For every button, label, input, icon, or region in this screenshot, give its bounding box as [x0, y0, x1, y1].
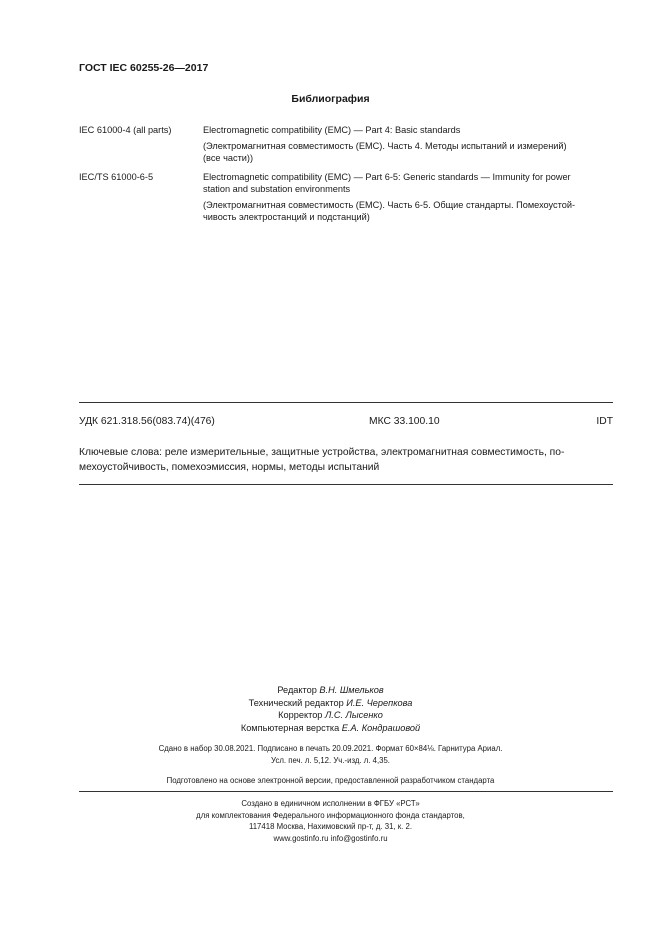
credit-editor	[0, 684, 661, 697]
idt-label: IDT	[596, 416, 613, 427]
publisher-line: Создано в единичном исполнении в ФГБУ «РСТ»	[241, 799, 420, 808]
credit-role: Корректор	[278, 710, 325, 720]
credit-name: В.Н. Шмельков	[319, 685, 384, 695]
publisher-line: 117418 Москва, Нахимовский пр-т, д. 31, к. 2.	[248, 822, 413, 831]
credit-role: Редактор	[277, 685, 320, 695]
keywords-line: Ключевые слова: реле измерительные, защитные устройства, электромагнитная совместимость, по-	[79, 447, 565, 458]
prepared-note: Подготовлено на основе электронной версии, предоставленной разработчиком стандарта	[166, 776, 495, 785]
reference-title-ru: (все части))	[203, 153, 254, 163]
credit-layout	[0, 722, 661, 735]
credits-block	[0, 684, 661, 734]
reference-title-en: station and substation environments	[203, 184, 351, 194]
credit-role: Технический редактор	[248, 697, 347, 708]
reference-title-en: Electromagnetic compatibility (EMC) — Part 4: Basic standards	[203, 125, 461, 135]
publisher-line: для комплектования Федерального информационного фонда стандартов,	[196, 810, 465, 820]
reference-code: IEC 61000-4 (all parts)	[79, 125, 172, 135]
document-code: ГОСТ IEC 60255-26—2017	[79, 62, 209, 74]
udk-code: УДК 621.318.56(083.74)(476)	[79, 416, 215, 427]
keywords	[79, 445, 613, 475]
reference-code: IEC/TS 61000-6-5	[79, 172, 154, 182]
reference-title-ru: (Электромагнитная совместимость (EMC). Часть 6-5. Общие стандарты. Помехоустой-	[203, 200, 576, 210]
top-divider	[79, 402, 613, 403]
credit-name: Е.А. Кондрашовой	[341, 722, 421, 733]
credit-role: Компьютерная верстка	[240, 722, 342, 733]
reference-description	[203, 171, 613, 223]
reference-title-ru: (Электромагнитная совместимость (EMC). Часть 4. Методы испытаний и измерений)	[203, 141, 567, 151]
bibliography-entry	[79, 171, 613, 223]
bibliography-entry	[79, 124, 613, 164]
print-info-line: Усл. печ. л. 5,12. Уч.-изд. л. 4,35.	[271, 756, 390, 765]
credit-name: И.Е. Черепкова	[346, 697, 413, 708]
publisher-info	[0, 798, 661, 844]
keywords-line: мехоустойчивость, помехоэмиссия, нормы, методы испытаний	[79, 462, 380, 473]
reference-title-en: Electromagnetic compatibility (EMC) — Part 6-5: Generic standards — Immunity for power	[203, 172, 571, 182]
publisher-contacts: www.gostinfo.ru info@gostinfo.ru	[273, 833, 388, 843]
reference-description	[203, 124, 613, 164]
credit-proofreader	[0, 709, 661, 722]
bottom-divider	[79, 484, 613, 485]
credit-name: Л.С. Лысенко	[324, 710, 383, 720]
print-info	[0, 743, 661, 767]
classification-row	[79, 416, 613, 430]
credit-tech-editor	[0, 697, 661, 710]
publisher-divider	[79, 791, 613, 792]
print-info-line: Сдано в набор 30.08.2021. Подписано в печать 20.09.2021. Формат 60×84⅛. Гарнитура Ариал.	[158, 744, 503, 753]
mks-code: МКС 33.100.10	[369, 416, 440, 427]
bibliography-title: Библиография	[291, 93, 370, 105]
reference-title-ru: чивость электростанций и подстанций)	[203, 212, 370, 222]
